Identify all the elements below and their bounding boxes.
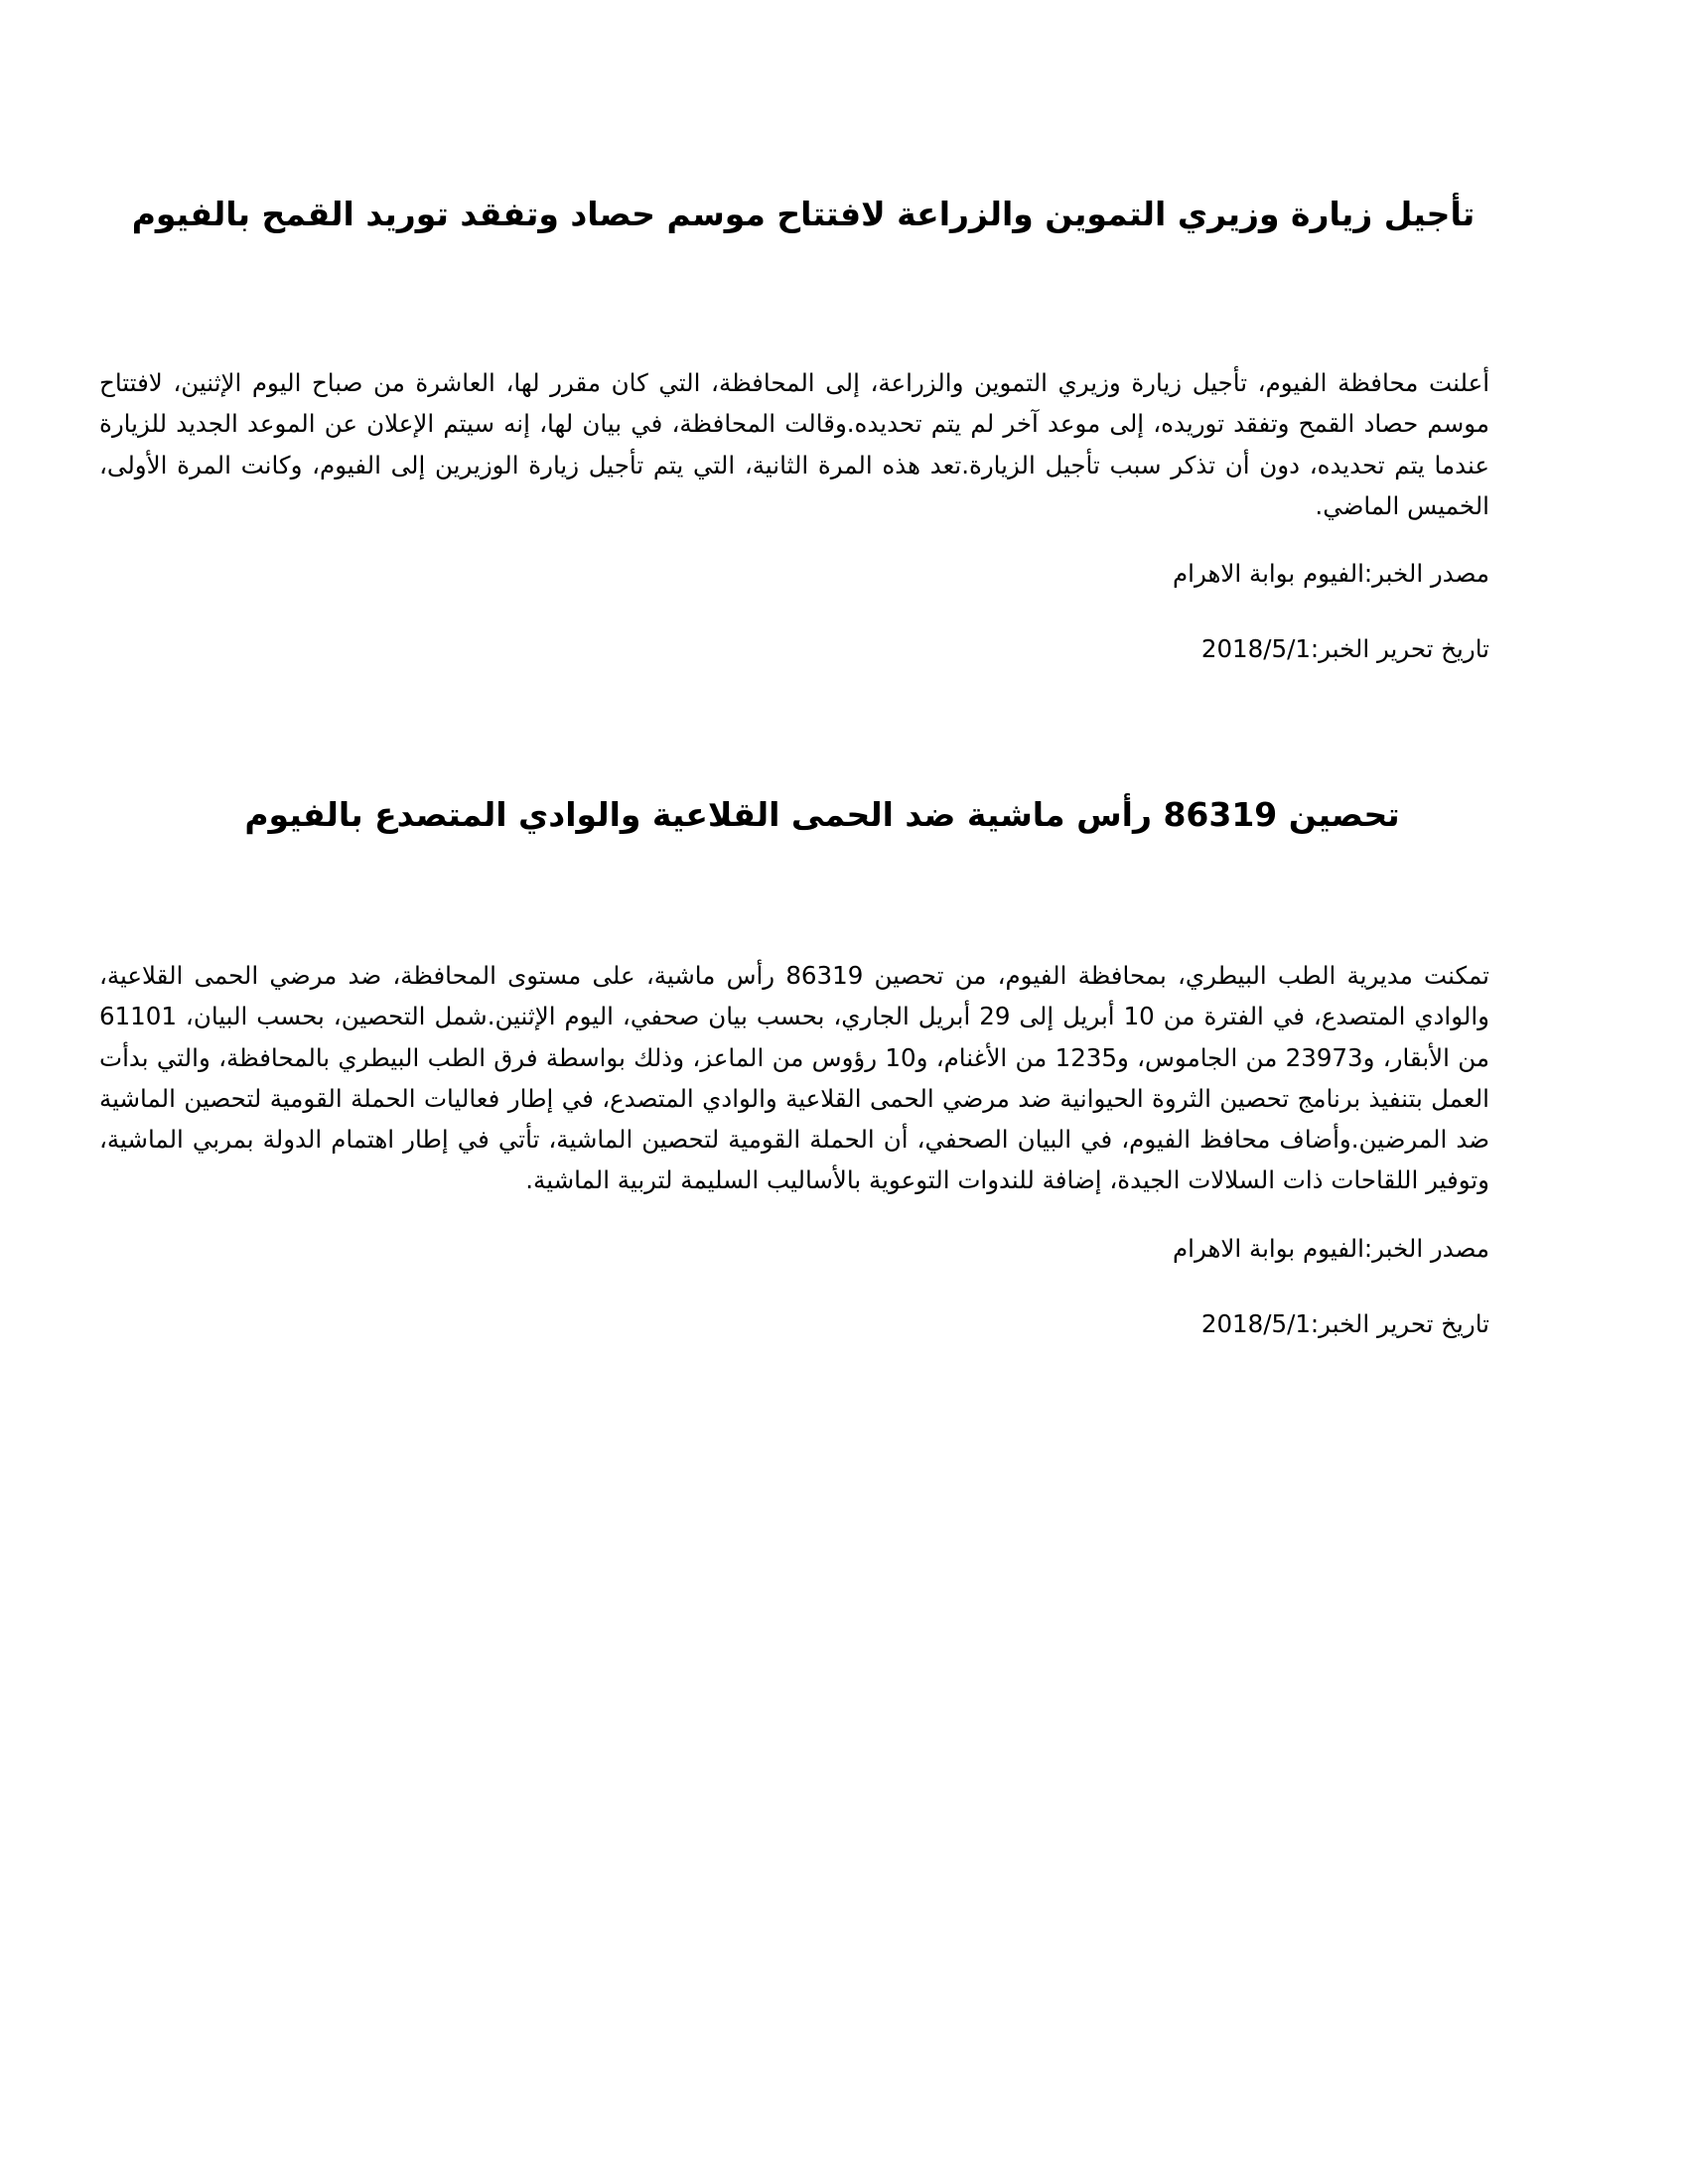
article-headline: تأجيل زيارة وزيري التموين والزراعة لافتتاح موسم حصاد وتفقد توريد القمح بالفيوم: [131, 195, 1476, 233]
article-source: مصدر الخبر:الفيوم بوابة الاهرام: [1173, 559, 1489, 589]
news-article: [99, 189, 1489, 669]
article-body: تمكنت مديرية الطب البيطري، بمحافظة الفيوم، من تحصين 86319 رأس ماشية، على مستوى المحافظة، ضد مرضي الحمى القلاعية، والوادي المتصدع، في الفترة من 10 أبريل إلى 29 أبريل الجاري، بحسب بيان صحفي، اليوم الإثنين.شمل التحصين، بحسب البيان، 61101 من الأبقار، و23973 من الجاموس، و1235 من الأغنام، و10 رؤوس من الماعز، وذلك بواسطة فرق الطب البيطري بالمحافظة، والتي بدأت العمل بتنفيذ برنامج تحصين الثروة الحيوانية ضد مرضي الحمى القلاعية والوادي المتصدع، في إطار فعاليات الحملة القومية لتحصين الماشية ضد المرضين.وأضاف محافظ الفيوم، في البيان الصحفي، أن الحملة القومية لتحصين الماشية، تأتي في إطار اهتمام الدولة بمربي الماشية، وتوفير اللقاحات ذات السلالات الجيدة، إضافة للندوات التوعوية بالأساليب السليمة لتربية الماشية.: [99, 961, 1489, 1195]
article-body: أعلنت محافظة الفيوم، تأجيل زيارة وزيري التموين والزراعة، إلى المحافظة، التي كان مقرر لها، العاشرة من صباح اليوم الإثنين، لافتتاح موسم حصاد القمح وتفقد توريده، إلى موعد آخر لم يتم تحديده.وقالت المحافظة، في بيان لها، إنه سيتم الإعلان عن الموعد الجديد للزيارة عندما يتم تحديده، دون أن تذكر سبب تأجيل الزيارة.تعد هذه المرة الثانية، التي يتم تأجيل زيارة الوزيرين إلى الفيوم، وكانت المرة الأولى، الخميس الماضي.: [99, 368, 1489, 520]
article-headline: تحصين 86319 رأس ماشية ضد الحمى القلاعية والوادي المتصدع بالفيوم: [244, 795, 1400, 834]
article-source: مصدر الخبر:الفيوم بوابة الاهرام: [1173, 1233, 1489, 1263]
news-article: [99, 789, 1489, 1344]
article-date: تاريخ تحرير الخبر:2018/5/1: [1200, 1308, 1489, 1338]
article-date: تاريخ تحرير الخبر:2018/5/1: [1200, 634, 1489, 664]
